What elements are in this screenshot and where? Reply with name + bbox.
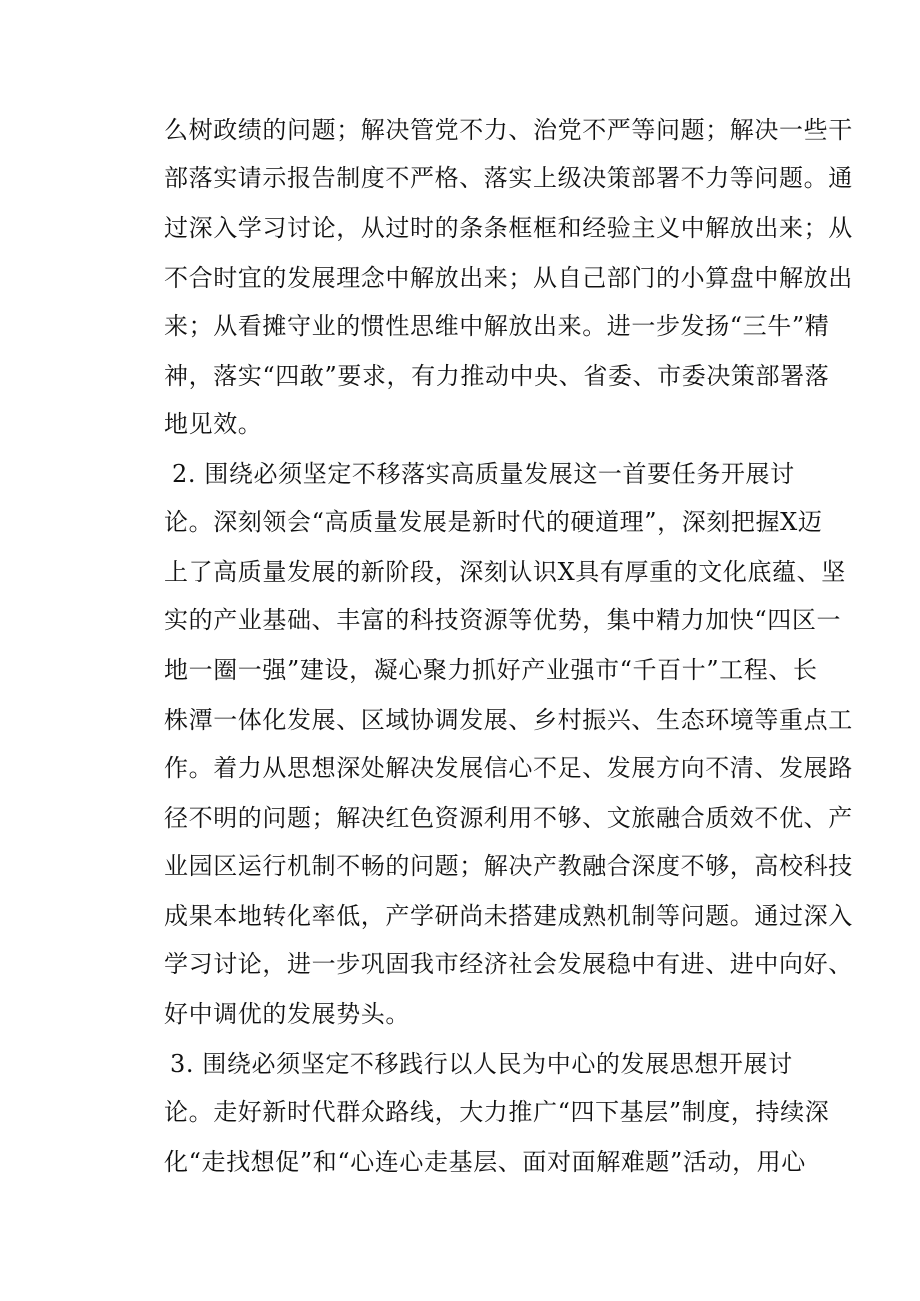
paragraph-2-line-2: 论。深刻领会“高质量发展是新时代的硬道理”，深刻把握X迈 <box>164 508 823 536</box>
paragraph-3-line-2: 论。走好新时代群众路线，大力推广“四下基层”制度，持续深 <box>164 1098 830 1126</box>
paragraph-3-line-3: 化“走找想促”和“心连心走基层、面对面解难题”活动，用心 <box>164 1148 806 1176</box>
paragraph-2-line-10: 成果本地转化率低，产学研尚未搭建成熟机制等问题。通过深入 <box>164 902 853 930</box>
paragraph-2-line-8: 径不明的问题；解决红色资源利用不够、文旅融合质效不优、产 <box>164 804 853 832</box>
paragraph-3-line-1: 3. 围绕必须坚定不移践行以人民为中心的发展思想开展讨 <box>170 1050 793 1078</box>
paragraph-1-line-5: 来；从看摊守业的惯性思维中解放出来。进一步发扬“三牛”精 <box>164 312 830 340</box>
paragraph-1-line-4: 不合时宜的发展理念中解放出来；从自己部门的小算盘中解放出 <box>164 264 853 292</box>
paragraph-2-line-9: 业园区运行机制不畅的问题；解决产教融合深度不够，高校科技 <box>164 852 853 880</box>
paragraph-2-line-4: 实的产业基础、丰富的科技资源等优势，集中精力加快“四区一 <box>164 606 842 634</box>
paragraph-1-line-7: 地见效。 <box>164 410 263 438</box>
paragraph-1-line-1: 么树政绩的问题；解决管党不力、治党不严等问题；解决一些干 <box>164 116 853 144</box>
paragraph-2-line-1: 2. 围绕必须坚定不移落实高质量发展这一首要任务开展讨 <box>172 460 795 488</box>
paragraph-2-line-5: 地一圈一强”建设，凝心聚力抓好产业强市“千百十”工程、长 <box>164 656 818 684</box>
paragraph-2-line-7: 作。着力从思想深处解决发展信心不足、发展方向不清、发展路 <box>164 754 853 782</box>
paragraph-1-line-6: 神，落实“四敢”要求，有力推动中央、省委、市委决策部署落 <box>164 362 830 390</box>
paragraph-1-line-3: 过深入学习讨论，从过时的条条框框和经验主义中解放出来；从 <box>164 214 853 242</box>
paragraph-1-line-2: 部落实请示报告制度不严格、落实上级决策部署不力等问题。通 <box>164 164 853 192</box>
paragraph-2-line-3: 上了高质量发展的新阶段，深刻认识X具有厚重的文化底蕴、坚 <box>164 558 846 586</box>
paragraph-2-line-12: 好中调优的发展势头。 <box>164 1000 410 1028</box>
paragraph-2-line-11: 学习讨论，进一步巩固我市经济社会发展稳中有进、进中向好、 <box>164 950 853 978</box>
paragraph-2-line-6: 株潭一体化发展、区域协调发展、乡村振兴、生态环境等重点工 <box>164 706 853 734</box>
